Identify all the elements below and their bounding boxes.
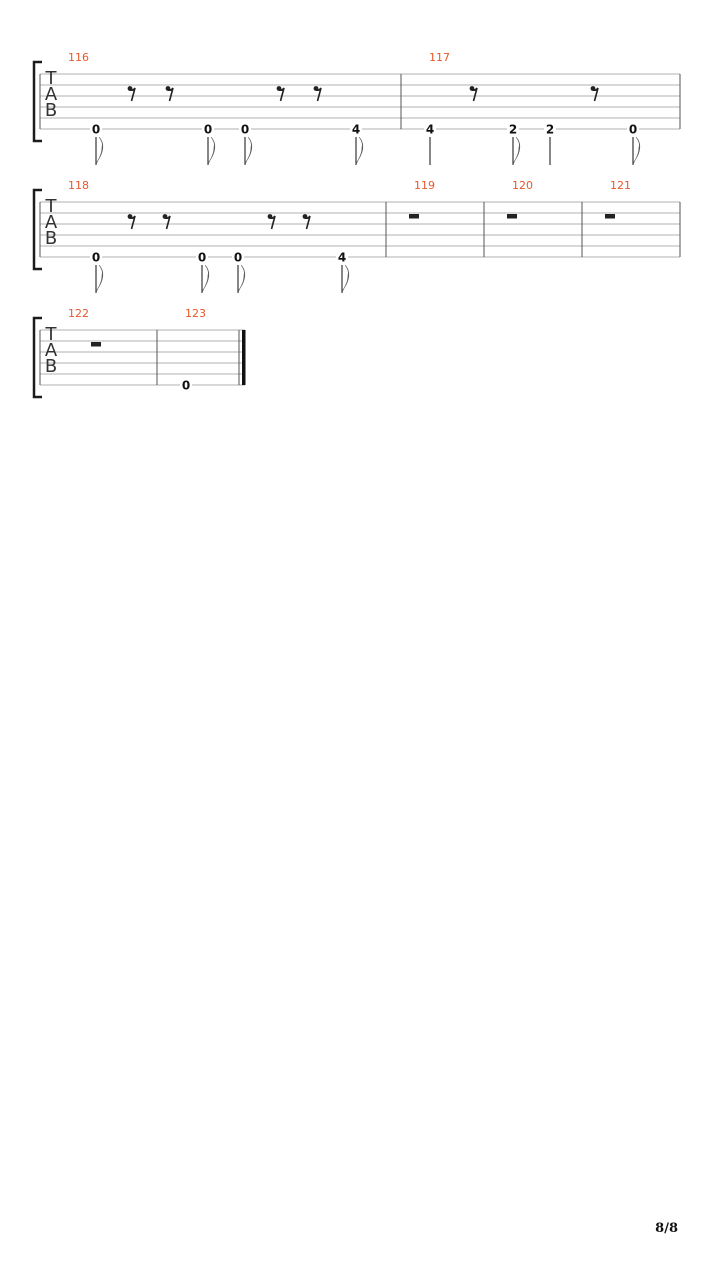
fret-number: 4 bbox=[337, 250, 347, 265]
measure-number: 121 bbox=[610, 179, 631, 192]
tab-clef-letter: B bbox=[44, 228, 58, 249]
eighth-flag bbox=[208, 137, 215, 165]
eighth-flag bbox=[356, 137, 363, 165]
eighth-rest-stroke bbox=[168, 88, 173, 101]
whole-rest bbox=[409, 214, 419, 219]
tab-clef-letter: T bbox=[45, 68, 57, 89]
eighth-rest-stroke bbox=[316, 88, 321, 101]
tab-clef-letter: B bbox=[44, 100, 58, 121]
measure-number: 116 bbox=[68, 51, 89, 64]
eighth-rest-stroke bbox=[593, 88, 598, 101]
measure-number: 122 bbox=[68, 307, 89, 320]
eighth-flag bbox=[96, 137, 103, 165]
fret-number: 0 bbox=[91, 122, 101, 137]
final-barline bbox=[242, 330, 246, 385]
eighth-rest-stroke bbox=[305, 216, 310, 229]
fret-number: 0 bbox=[233, 250, 243, 265]
fret-number: 2 bbox=[508, 122, 518, 137]
fret-number: 0 bbox=[203, 122, 213, 137]
eighth-flag bbox=[342, 265, 349, 293]
whole-rest bbox=[91, 342, 101, 347]
tab-system bbox=[34, 51, 680, 165]
fret-number: 0 bbox=[197, 250, 207, 265]
fret-number: 0 bbox=[91, 250, 101, 265]
tab-clef-letter: T bbox=[45, 196, 57, 217]
eighth-flag bbox=[202, 265, 209, 293]
eighth-rest-stroke bbox=[165, 216, 170, 229]
measure-number: 117 bbox=[429, 51, 450, 64]
fret-number: 2 bbox=[545, 122, 555, 137]
tab-clef-letter: A bbox=[44, 212, 58, 233]
eighth-flag bbox=[245, 137, 252, 165]
tab-clef-letter: B bbox=[44, 356, 58, 377]
measure-number: 123 bbox=[185, 307, 206, 320]
whole-rest bbox=[605, 214, 615, 219]
eighth-flag bbox=[633, 137, 640, 165]
fret-number: 0 bbox=[181, 378, 191, 393]
eighth-rest-stroke bbox=[472, 88, 477, 101]
eighth-rest-stroke bbox=[130, 216, 135, 229]
eighth-flag bbox=[513, 137, 520, 165]
measure-number: 120 bbox=[512, 179, 533, 192]
tab-clef-letter: T bbox=[45, 324, 57, 345]
eighth-rest-stroke bbox=[270, 216, 275, 229]
page-number: 8/8 bbox=[655, 1221, 678, 1236]
fret-number: 0 bbox=[628, 122, 638, 137]
fret-number: 4 bbox=[351, 122, 361, 137]
tab-system bbox=[34, 307, 246, 397]
fret-number: 0 bbox=[240, 122, 250, 137]
eighth-rest-stroke bbox=[130, 88, 135, 101]
eighth-rest-stroke bbox=[279, 88, 284, 101]
tab-clef-letter: A bbox=[44, 340, 58, 361]
eighth-flag bbox=[96, 265, 103, 293]
whole-rest bbox=[507, 214, 517, 219]
fret-number: 4 bbox=[425, 122, 435, 137]
measure-number: 118 bbox=[68, 179, 89, 192]
tab-system bbox=[34, 179, 680, 293]
measure-number: 119 bbox=[414, 179, 435, 192]
eighth-flag bbox=[238, 265, 245, 293]
tab-clef-letter: A bbox=[44, 84, 58, 105]
